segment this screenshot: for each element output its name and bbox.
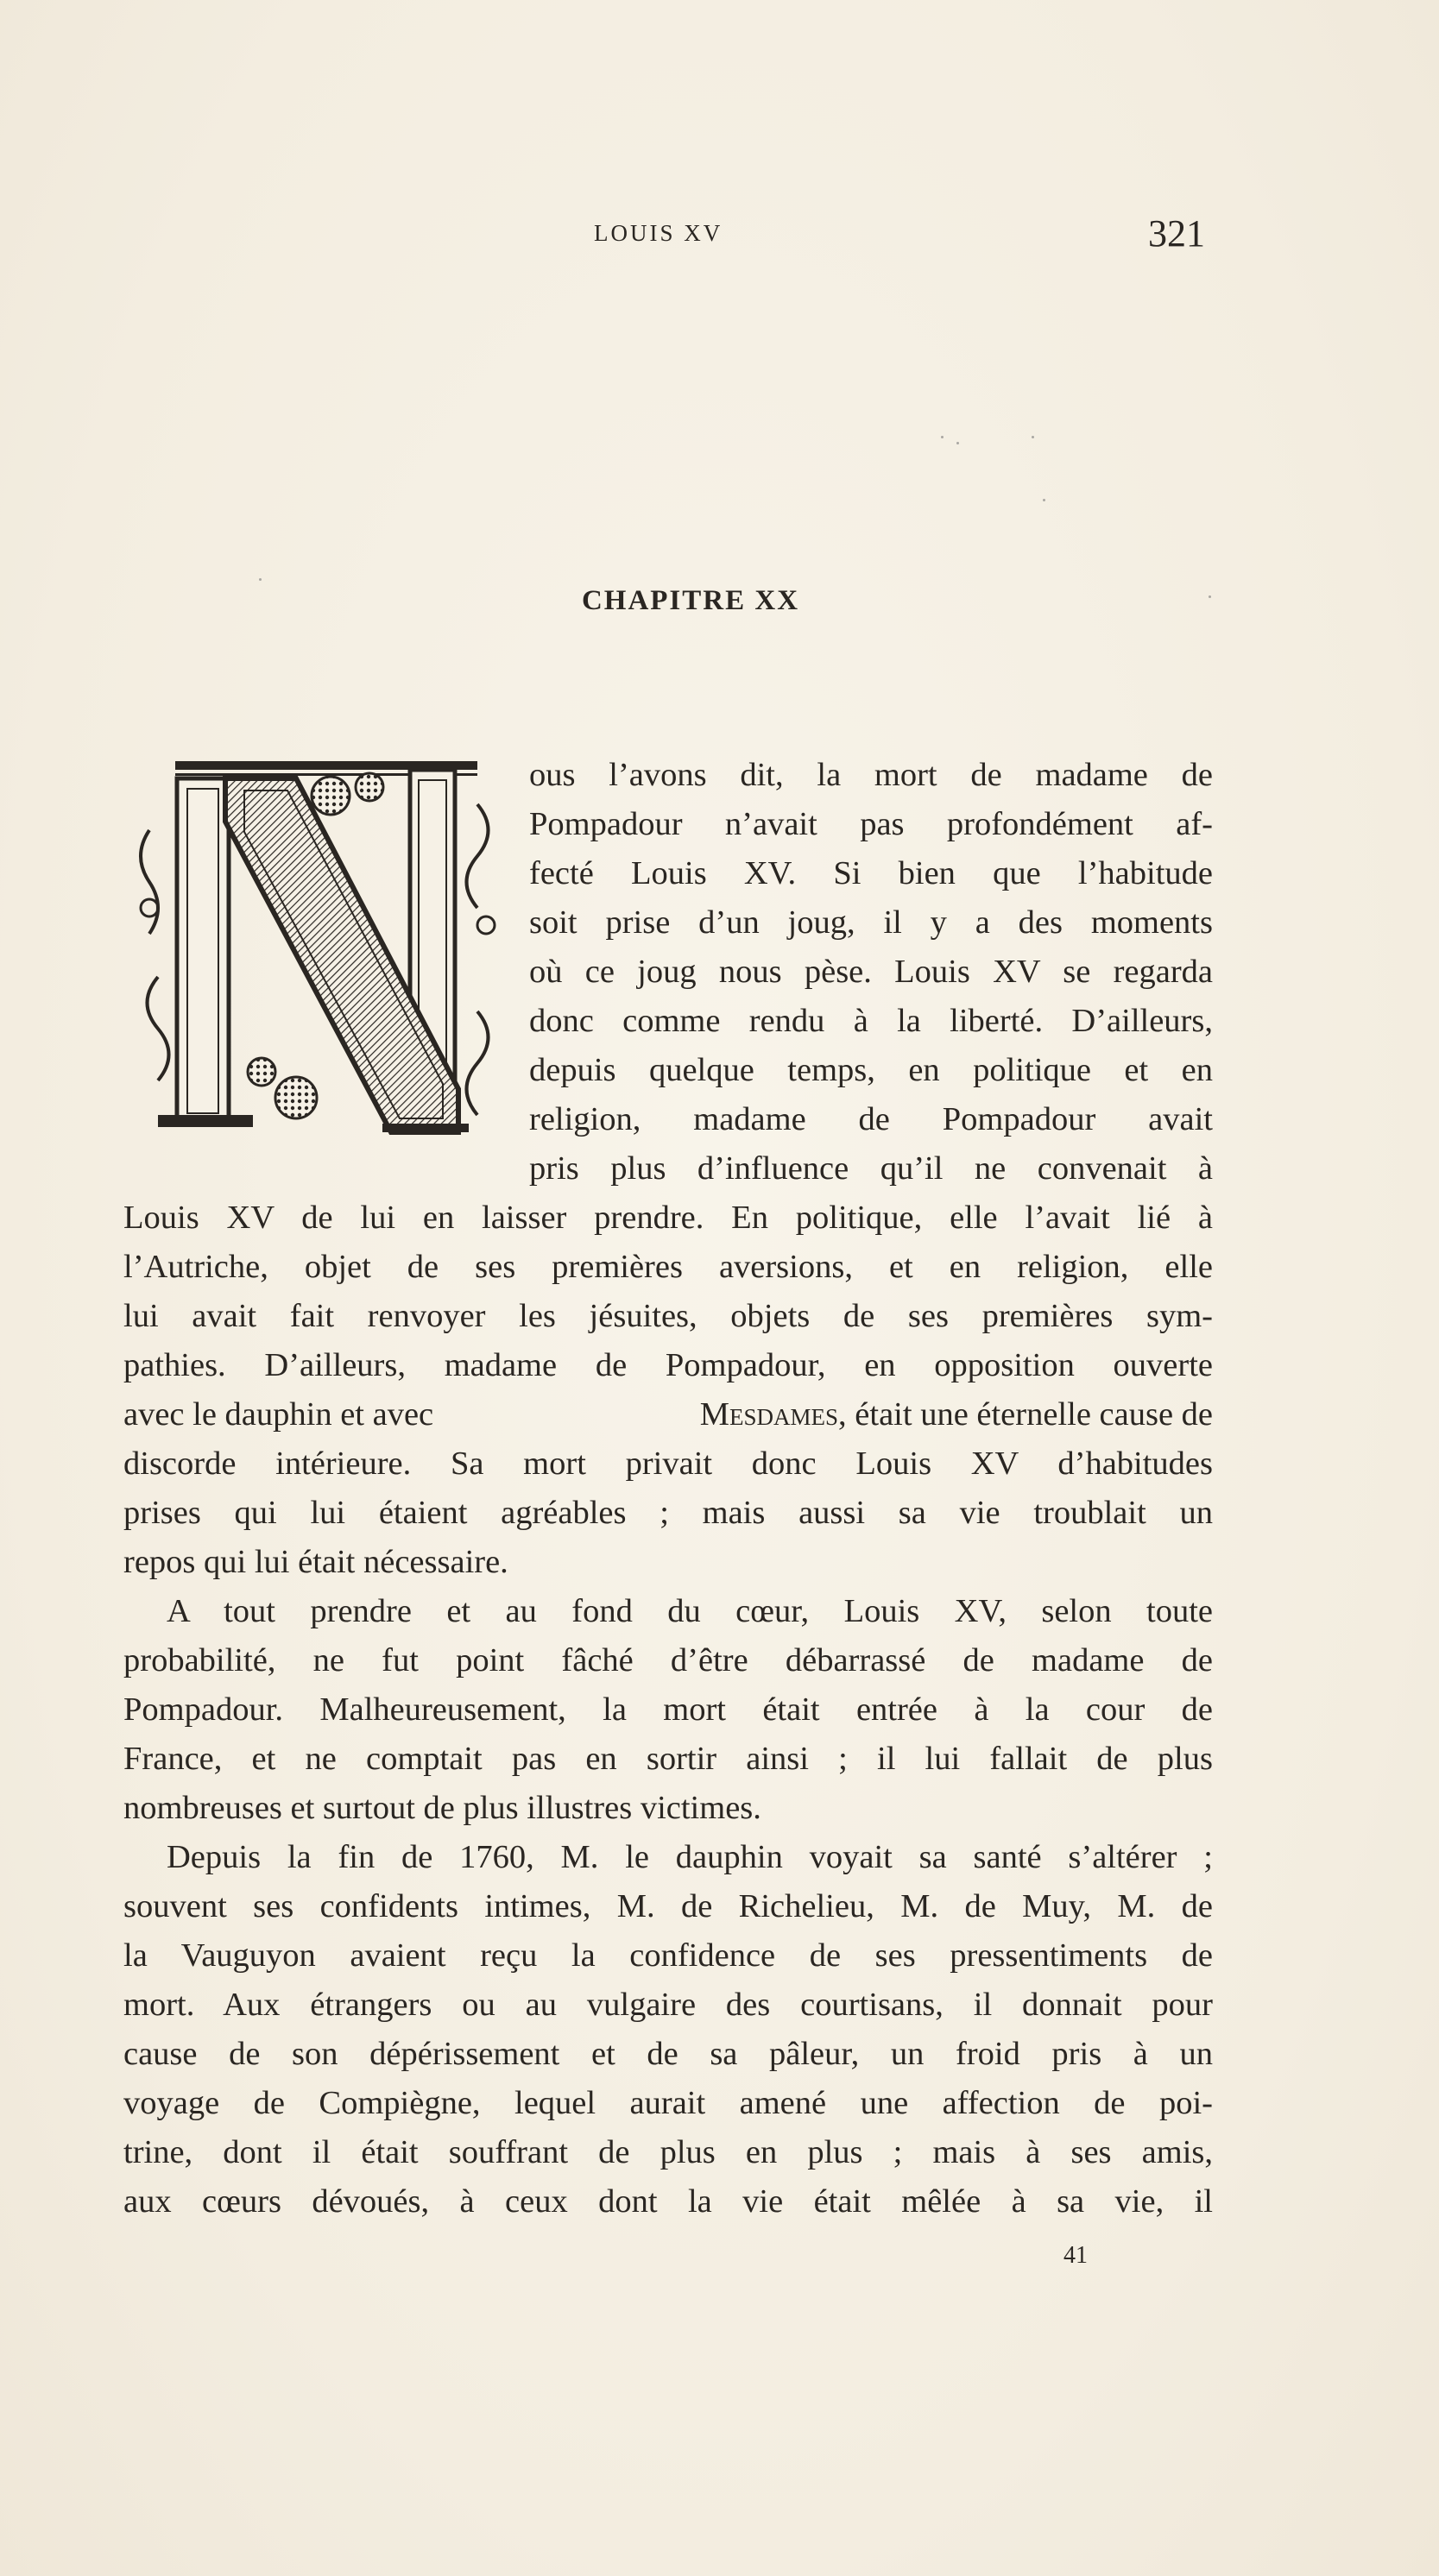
body-line-25: la Vauguyon avaient reçu la confidence de ses pressentiments de bbox=[123, 1937, 1213, 1974]
mesdames-small-caps: Mesdames bbox=[699, 1396, 839, 1433]
body-line-26: mort. Aux étrangers ou au vulgaire des courtisans, il donnait pour bbox=[123, 1987, 1213, 2023]
body-line-15: discorde intérieure. Sa mort privait donc Louis XV d’habitudes bbox=[123, 1445, 1213, 1482]
body-line-14 bbox=[123, 1390, 1213, 1439]
running-title: LOUIS XV bbox=[594, 220, 723, 246]
body-line-27: cause de son dépérissement et de sa pâleur, un froid pris à un bbox=[123, 2036, 1213, 2072]
body-line-30: aux cœurs dévoués, à ceux dont la vie était mêlée à sa vie, il bbox=[123, 2183, 1213, 2220]
body-line-7: depuis quelque temps, en politique et en bbox=[529, 1052, 1213, 1088]
body-line-29: trine, dont il était souffrant de plus en plus ; mais à ses amis, bbox=[123, 2134, 1213, 2170]
body-line-8: religion, madame de Pompadour avait bbox=[529, 1101, 1213, 1137]
body-line-16: prises qui lui étaient agréables ; mais aussi sa vie troublait un bbox=[123, 1495, 1213, 1531]
body-line-2: Pompadour n’avait pas profondément af- bbox=[529, 806, 1213, 842]
ornamental-initial-n-icon bbox=[123, 753, 510, 1146]
running-head bbox=[0, 211, 1439, 263]
signature-mark: 41 bbox=[1063, 2242, 1088, 2269]
body-line-19: probabilité, ne fut point fâché d’être débarrassé de madame de bbox=[123, 1642, 1213, 1678]
body-line-13: pathies. D’ailleurs, madame de Pompadour, en opposition ouverte bbox=[123, 1347, 1213, 1383]
body-line-22: nombreuses et surtout de plus illustres victimes. bbox=[123, 1790, 761, 1826]
body-line-14-end: , était une éternelle cause de bbox=[838, 1396, 1213, 1433]
body-line-1: ous l’avons dit, la mort de madame de bbox=[529, 757, 1213, 793]
body-line-21: France, et ne comptait pas en sortir ainsi ; il lui fallait de plus bbox=[123, 1741, 1213, 1777]
body-line-28: voyage de Compiègne, lequel aurait amené une affection de poi- bbox=[123, 2085, 1213, 2121]
body-line-11: l’Autriche, objet de ses premières aversions, et en religion, elle bbox=[123, 1249, 1213, 1285]
body-line-14-start: avec le dauphin et avec bbox=[123, 1396, 434, 1433]
body-line-23: Depuis la fin de 1760, M. le dauphin voyait sa santé s’altérer ; bbox=[167, 1839, 1213, 1875]
body-line-17: repos qui lui était nécessaire. bbox=[123, 1544, 508, 1580]
body-line-6: donc comme rendu à la liberté. D’ailleurs, bbox=[529, 1003, 1213, 1039]
body-line-18: A tout prendre et au fond du cœur, Louis XV, selon toute bbox=[167, 1593, 1213, 1629]
body-line-4: soit prise d’un joug, il y a des moments bbox=[529, 904, 1213, 941]
page-number: 321 bbox=[1148, 212, 1205, 255]
chapter-title: CHAPITRE XX bbox=[581, 585, 800, 616]
body-line-24: souvent ses confidents intimes, M. de Richelieu, M. de Muy, M. de bbox=[123, 1888, 1213, 1924]
body-line-10: Louis XV de lui en laisser prendre. En politique, elle l’avait lié à bbox=[123, 1200, 1213, 1236]
body-line-14-rest bbox=[700, 1390, 1213, 1439]
body-line-20: Pompadour. Malheureusement, la mort était entrée à la cour de bbox=[123, 1691, 1213, 1728]
body-line-5: où ce joug nous pèse. Louis XV se regarda bbox=[529, 954, 1213, 990]
body-line-9: pris plus d’influence qu’il ne convenait à bbox=[529, 1150, 1213, 1187]
body-line-3: fecté Louis XV. Si bien que l’habitude bbox=[529, 855, 1213, 891]
body-line-12: lui avait fait renvoyer les jésuites, objets de ses premières sym- bbox=[123, 1298, 1213, 1334]
